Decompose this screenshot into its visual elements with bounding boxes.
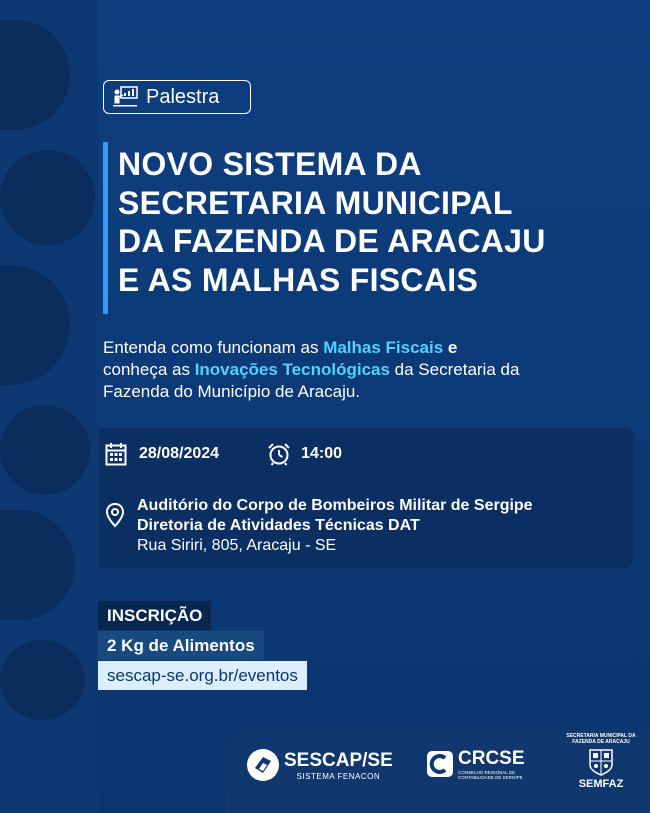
- presentation-icon: [112, 86, 138, 108]
- description: [103, 337, 623, 403]
- event-time: 14:00: [301, 445, 342, 462]
- highlight-malhas: Malhas Fiscais: [323, 338, 444, 357]
- title-accent-bar: [103, 142, 108, 314]
- crc-emblem-icon: [426, 750, 454, 778]
- alarm-clock-icon: [267, 442, 291, 466]
- description-text: da Secretaria da: [389, 360, 520, 379]
- sescap-emblem-icon: [246, 748, 280, 782]
- location-pin-icon: [105, 502, 125, 528]
- highlight-inovacoes: Inovações Tecnológicas: [194, 360, 390, 379]
- location-block: [105, 496, 533, 556]
- sescap-logo: [246, 748, 393, 782]
- semfaz-logo: [565, 733, 637, 790]
- event-date: 28/08/2024: [139, 445, 220, 462]
- title-line: E AS MALHAS FISCAIS: [118, 261, 479, 298]
- semfaz-name: SEMFAZ: [578, 778, 624, 790]
- decorative-left-panel: [0, 0, 98, 813]
- page-title: [118, 145, 638, 299]
- tag-label: Palestra: [146, 85, 220, 108]
- venue-name: Auditório do Corpo de Bombeiros Militar de Sergipe: [137, 497, 533, 514]
- crcse-logo: [426, 748, 528, 780]
- registration-url[interactable]: sescap-se.org.br/eventos: [98, 661, 307, 690]
- sescap-subtitle: SISTEMA FENACON: [296, 771, 381, 781]
- crcse-subtitle: CONSELHO REGIONAL DE CONTABILIDADE DE SERGIPE: [458, 770, 523, 780]
- description-text: e: [443, 338, 458, 357]
- title-line: SECRETARIA MUNICIPAL: [118, 184, 513, 221]
- background: [98, 0, 650, 813]
- description-text: Entenda como funcionam as: [103, 338, 324, 357]
- semfaz-top-text: SECRETARIA MUNICIPAL DA FAZENDA DE ARACAJU: [566, 733, 636, 745]
- description-text: Fazenda do Município de Aracaju.: [103, 382, 361, 401]
- venue-address: Rua Siriri, 805, Aracaju - SE: [137, 537, 337, 554]
- date-time-row: [105, 442, 342, 466]
- calendar-icon: [105, 442, 127, 466]
- talk-type-tag: [103, 80, 251, 114]
- sescap-name: SESCAP/SE: [284, 749, 393, 771]
- title-line: NOVO SISTEMA DA: [118, 146, 422, 182]
- registration-label: INSCRIÇÃO: [98, 601, 211, 630]
- registration-fee: 2 Kg de Alimentos: [98, 631, 264, 660]
- crcse-name: CRCSE: [458, 748, 525, 769]
- description-text: conheça as: [103, 360, 195, 379]
- semfaz-crest-icon: [584, 747, 618, 777]
- title-line: DA FAZENDA DE ARACAJU: [118, 223, 546, 259]
- venue-department: Diretoria de Atividades Técnicas DAT: [137, 517, 420, 534]
